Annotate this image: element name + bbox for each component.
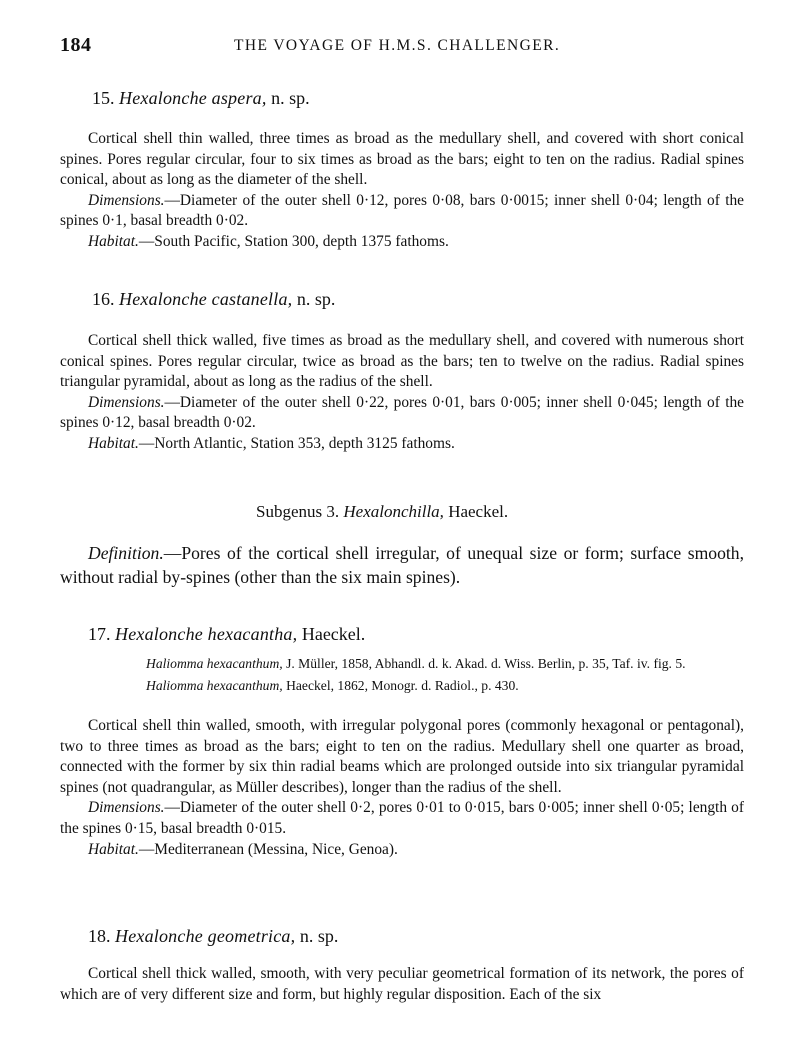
species-16-heading (92, 289, 335, 310)
species-15-heading (92, 88, 310, 109)
reference-1 (146, 655, 744, 673)
species-number: 17. (88, 624, 111, 644)
reference-name: Haliomma hexacanthum, (146, 678, 283, 693)
dimensions-label: Dimensions. (88, 191, 165, 209)
habitat-text: —Mediterranean (Messina, Nice, Genoa). (138, 840, 398, 858)
species-18-description: Cortical shell thick walled, smooth, with very peculiar geometrical formation of its network, the pores of which are of very different size and form, but highly regular disposition. Each of the six (60, 965, 744, 1003)
species-name: Hexalonche castanella, (119, 289, 293, 309)
definition-text: —Pores of the cortical shell irregular, of unequal size or form; surface smooth, without radial by-spines (other than the six main spines). (60, 543, 744, 587)
species-17-body (60, 716, 744, 860)
subgenus-prefix: Subgenus 3. (256, 502, 340, 521)
species-name: Hexalonche geometrica, (115, 926, 296, 946)
species-name: Hexalonche aspera, (119, 88, 267, 108)
subgenus-definition-block (60, 542, 744, 589)
species-number: 16. (92, 289, 115, 309)
species-suffix: n. sp. (271, 88, 310, 108)
species-17-habitat (60, 840, 744, 861)
subgenus-name: Hexalonchilla, (343, 502, 444, 521)
habitat-text: —South Pacific, Station 300, depth 1375 fathoms. (138, 232, 449, 250)
species-15-dimensions (60, 191, 744, 232)
running-title: THE VOYAGE OF H.M.S. CHALLENGER. (234, 37, 561, 54)
species-suffix: Haeckel. (301, 624, 366, 644)
species-17-heading (88, 624, 365, 645)
species-18-heading (88, 926, 338, 947)
page-number: 184 (60, 34, 92, 56)
species-16-description: Cortical shell thick walled, five times as broad as the medullary shell, and covered with numerous short conical spines. Pores regular circular, twice as broad as the bars; ten to twelve on the radius. Radial spines triangular pyramidal, about as long as the radius of the shell. (60, 332, 744, 391)
species-suffix: n. sp. (299, 926, 339, 946)
species-16-habitat (60, 434, 744, 455)
dimensions-label: Dimensions. (88, 393, 165, 411)
subgenus-heading (256, 502, 508, 522)
subgenus-definition (60, 542, 744, 589)
species-18-body (60, 964, 744, 1005)
habitat-label: Habitat. (88, 840, 139, 858)
reference-text: J. Müller, 1858, Abhandl. d. k. Akad. d. Wiss. Berlin, p. 35, Taf. iv. fig. 5. (286, 656, 686, 671)
reference-name: Haliomma hexacanthum, (146, 656, 283, 671)
habitat-label: Habitat. (88, 434, 139, 452)
dimensions-label: Dimensions. (88, 799, 165, 817)
species-17-references (146, 655, 744, 695)
habitat-label: Habitat. (88, 232, 139, 250)
species-number: 18. (88, 926, 111, 946)
species-15-description: Cortical shell thin walled, three times as broad as the medullary shell, and covered with short conical spines. Pores regular circular, four to six times as broad as the bars; eight to ten on the radius. Radial spines conical, about as long as the diameter of the shell. (60, 130, 744, 189)
species-15-habitat (60, 232, 744, 253)
species-number: 15. (92, 88, 115, 108)
species-17-dimensions (60, 798, 744, 839)
dimensions-text: —Diameter of the outer shell 0·22, pores 0·01, bars 0·005; inner shell 0·045; length of the spines 0·12, basal breadth 0·02. (60, 393, 744, 432)
species-15-body (60, 129, 744, 253)
dimensions-text: —Diameter of the outer shell 0·2, pores 0·01 to 0·015, bars 0·005; inner shell 0·05; length of the spines 0·15, basal breadth 0·015. (60, 799, 744, 837)
definition-label: Definition. (88, 543, 164, 563)
subgenus-author: Haeckel. (448, 502, 509, 521)
species-16-body (60, 331, 744, 455)
species-suffix: n. sp. (296, 289, 336, 309)
habitat-text: —North Atlantic, Station 353, depth 3125 fathoms. (138, 434, 455, 452)
species-17-description: Cortical shell thin walled, smooth, with irregular polygonal pores (commonly hexagonal or pentagonal), two to three times as broad as the bars; eight to ten on the radius. Medullary shell one quarter as broad, connected with the former by six thin radial beams which are prolonged outside into six triangular pyramidal spines (not quadrangular, as Müller describes), longer than the radius of the shell. (60, 717, 744, 796)
reference-text: Haeckel, 1862, Monogr. d. Radiol., p. 430. (286, 678, 519, 693)
reference-2 (146, 677, 744, 695)
dimensions-text: —Diameter of the outer shell 0·12, pores 0·08, bars 0·0015; inner shell 0·04; length of the spines 0·1, basal breadth 0·02. (60, 191, 744, 230)
species-name: Hexalonche hexacantha, (115, 624, 298, 644)
species-16-dimensions (60, 393, 744, 434)
